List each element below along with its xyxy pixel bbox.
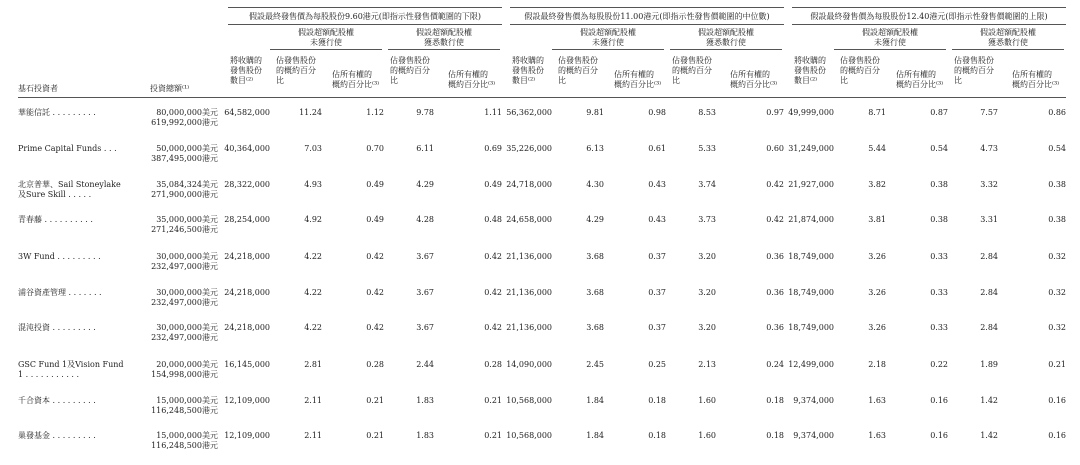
group-title: 假設最終發售價為每股股份9.60港元(即指示性發售價範圍的下限): [248, 12, 482, 21]
table-cell: 1.60: [698, 396, 716, 405]
table-cell: 4.22: [304, 288, 322, 297]
table-cell: 0.70: [366, 144, 384, 153]
investment-amount: 35,084,324美元 271,900,000港元: [151, 180, 218, 199]
table-cell: 0.28: [484, 360, 502, 369]
table-cell: 0.69: [484, 144, 502, 153]
table-cell: 0.37: [648, 288, 666, 297]
table-cell: 0.54: [930, 144, 948, 153]
table-cell: 1.11: [484, 108, 502, 117]
table-cell: 40,364,000: [224, 144, 270, 153]
investor-name: GSC Fund 1及Vision Fund 1 . . . . . . . . . . .: [18, 360, 124, 379]
table-cell: 0.54: [1048, 144, 1066, 153]
table-cell: 9.81: [586, 108, 604, 117]
table-cell: 9,374,000: [793, 431, 834, 440]
table-cell: 0.18: [648, 431, 666, 440]
pct-offer-header: 佔發售股份 的概約百分 比: [390, 56, 430, 85]
table-cell: 0.38: [930, 215, 948, 224]
table-cell: 2.18: [868, 360, 886, 369]
table-cell: 1.84: [586, 431, 604, 440]
investment-amount: 15,000,000美元 116,248,500港元: [151, 396, 218, 415]
table-cell: 5.44: [868, 144, 886, 153]
group-title-rule: [792, 24, 1066, 25]
table-cell: 28,322,000: [224, 180, 270, 189]
exercised-heading: 假設超額配股權 獲悉數行使: [698, 28, 754, 47]
table-cell: 64,582,000: [224, 108, 270, 117]
table-cell: 0.98: [648, 108, 666, 117]
table-cell: 1.84: [586, 396, 604, 405]
investment-amount: 30,000,000美元 232,497,000港元: [151, 288, 218, 307]
table-cell: 0.38: [1048, 215, 1066, 224]
table-cell: 1.42: [980, 396, 998, 405]
table-cell: 0.33: [930, 323, 948, 332]
table-cell: 0.36: [766, 288, 784, 297]
subgroup-rule: [270, 49, 382, 50]
table-cell: 0.37: [648, 252, 666, 261]
table-cell: 9.78: [416, 108, 434, 117]
investment-amount: 35,000,000美元 271,246,500港元: [151, 215, 218, 234]
table-cell: 3.31: [980, 215, 998, 224]
table-cell: 0.86: [1048, 108, 1066, 117]
table-cell: 24,718,000: [506, 180, 552, 189]
table-cell: 24,218,000: [224, 252, 270, 261]
group-title: 假設最終發售價為每股股份11.00港元(即指示性發售價範圍的中位數): [524, 12, 770, 21]
table-cell: 0.21: [366, 431, 384, 440]
table-cell: 24,658,000: [506, 215, 552, 224]
table-cell: 2.11: [304, 396, 322, 405]
table-cell: 21,136,000: [506, 323, 552, 332]
pct-offer-header: 佔發售股份 的概約百分 比: [558, 56, 598, 85]
table-cell: 0.18: [766, 431, 784, 440]
table-cell: 2.81: [304, 360, 322, 369]
pct-offer-header: 佔發售股份 的概約百分 比: [954, 56, 994, 85]
table-cell: 3.68: [586, 252, 604, 261]
header-bottom-rule: [18, 97, 1066, 98]
table-cell: 1.42: [980, 431, 998, 440]
table-cell: 0.28: [366, 360, 384, 369]
table-cell: 2.45: [586, 360, 604, 369]
pct-total-header: 佔所有權的 概約百分比⁽³⁾: [332, 70, 380, 89]
table-cell: 3.26: [868, 288, 886, 297]
table-cell: 3.26: [868, 323, 886, 332]
subgroup-rule: [552, 49, 664, 50]
investor-name: 千合資本 . . . . . . . . .: [18, 396, 96, 405]
table-cell: 2.84: [980, 252, 998, 261]
investment-amount: 15,000,000美元 116,248,500港元: [151, 431, 218, 450]
table-cell: 3.82: [868, 180, 886, 189]
table-cell: 0.42: [366, 288, 384, 297]
table-cell: 0.36: [766, 252, 784, 261]
table-cell: 4.22: [304, 323, 322, 332]
table-cell: 0.24: [766, 360, 784, 369]
table-cell: 0.42: [484, 323, 502, 332]
pct-total-header: 佔所有權的 概約百分比⁽³⁾: [614, 70, 662, 89]
subgroup-rule: [834, 49, 946, 50]
table-cell: 10,568,000: [506, 396, 552, 405]
shares-header: 將收購的 發售股份 數目⁽²⁾: [230, 56, 262, 85]
table-cell: 21,136,000: [506, 252, 552, 261]
table-cell: 7.57: [980, 108, 998, 117]
table-cell: 0.32: [1048, 288, 1066, 297]
table-cell: 21,136,000: [506, 288, 552, 297]
table-cell: 0.33: [930, 288, 948, 297]
table-cell: 3.68: [586, 288, 604, 297]
table-cell: 0.49: [366, 180, 384, 189]
table-cell: 49,999,000: [788, 108, 834, 117]
investment-amount: 80,000,000美元 619,992,000港元: [151, 108, 218, 127]
pct-total-header: 佔所有權的 概約百分比⁽³⁾: [730, 70, 778, 89]
table-cell: 0.60: [766, 144, 784, 153]
pct-offer-header: 佔發售股份 的概約百分 比: [276, 56, 316, 85]
table-cell: 0.43: [648, 180, 666, 189]
table-cell: 21,874,000: [788, 215, 834, 224]
table-cell: 4.30: [586, 180, 604, 189]
group-title-rule: [510, 24, 784, 25]
not-exercised-heading: 假設超額配股權 未獲行使: [298, 28, 354, 47]
table-cell: 0.43: [648, 215, 666, 224]
subgroup-rule: [952, 49, 1064, 50]
investment-amount: 50,000,000美元 387,495,000港元: [151, 144, 218, 163]
table-cell: 0.42: [766, 215, 784, 224]
table-cell: 18,749,000: [788, 252, 834, 261]
table-cell: 31,249,000: [788, 144, 834, 153]
pct-total-header: 佔所有權的 概約百分比⁽³⁾: [896, 70, 944, 89]
table-cell: 0.42: [366, 323, 384, 332]
not-exercised-heading: 假設超額配股權 未獲行使: [580, 28, 636, 47]
subgroup-rule: [388, 49, 500, 50]
table-cell: 0.16: [930, 396, 948, 405]
table-cell: 0.49: [484, 180, 502, 189]
table-cell: 18,749,000: [788, 288, 834, 297]
table-cell: 0.16: [1048, 396, 1066, 405]
table-cell: 3.67: [416, 288, 434, 297]
table-cell: 5.33: [698, 144, 716, 153]
table-cell: 0.42: [766, 180, 784, 189]
group-title: 假設最終發售價為每股股份12.40港元(即指示性發售價範圍的上限): [810, 12, 1048, 21]
table-cell: 35,226,000: [506, 144, 552, 153]
table-cell: 0.87: [930, 108, 948, 117]
investor-name: 北京普華、Sail Stoneylake 及Sure Skill . . . . .: [18, 180, 121, 199]
amount-header: 投資總額⁽¹⁾: [150, 84, 190, 93]
table-cell: 3.32: [980, 180, 998, 189]
investor-name: Prime Capital Funds . . .: [18, 144, 117, 153]
table-cell: 1.63: [868, 396, 886, 405]
table-cell: 1.12: [366, 108, 384, 117]
table-cell: 0.32: [1048, 252, 1066, 261]
table-cell: 11.24: [299, 108, 322, 117]
investor-name: 青春藤 . . . . . . . . . .: [18, 215, 93, 224]
table-cell: 0.18: [648, 396, 666, 405]
table-cell: 3.26: [868, 252, 886, 261]
table-cell: 0.49: [366, 215, 384, 224]
table-cell: 2.84: [980, 288, 998, 297]
investor-name: 巢發基金 . . . . . . . . .: [18, 431, 96, 440]
table-cell: 28,254,000: [224, 215, 270, 224]
table-cell: 8.71: [868, 108, 886, 117]
table-cell: 0.37: [648, 323, 666, 332]
table-cell: 1.60: [698, 431, 716, 440]
table-cell: 3.20: [698, 252, 716, 261]
table-cell: 12,499,000: [788, 360, 834, 369]
table-cell: 0.42: [484, 288, 502, 297]
investment-amount: 20,000,000美元 154,998,000港元: [151, 360, 218, 379]
table-cell: 1.83: [416, 396, 434, 405]
table-cell: 1.83: [416, 431, 434, 440]
table-cell: 4.93: [304, 180, 322, 189]
table-cell: 1.89: [980, 360, 998, 369]
table-cell: 2.13: [698, 360, 716, 369]
table-cell: 1.63: [868, 431, 886, 440]
table-cell: 0.16: [930, 431, 948, 440]
table-cell: 16,145,000: [224, 360, 270, 369]
table-cell: 6.11: [416, 144, 434, 153]
table-cell: 24,218,000: [224, 323, 270, 332]
table-cell: 3.73: [698, 215, 716, 224]
group-title-rule: [228, 24, 502, 25]
table-cell: 4.29: [586, 215, 604, 224]
table-cell: 21,927,000: [788, 180, 834, 189]
table-cell: 3.67: [416, 323, 434, 332]
table-cell: 3.74: [698, 180, 716, 189]
not-exercised-heading: 假設超額配股權 未獲行使: [862, 28, 918, 47]
table-cell: 0.21: [1048, 360, 1066, 369]
investor-name: 浦谷資產管理 . . . . . . .: [18, 288, 102, 297]
table-cell: 0.61: [648, 144, 666, 153]
table-cell: 4.73: [980, 144, 998, 153]
subgroup-rule: [670, 49, 782, 50]
table-cell: 3.67: [416, 252, 434, 261]
table-cell: 0.25: [648, 360, 666, 369]
group-top-rule: [510, 7, 784, 8]
table-cell: 18,749,000: [788, 323, 834, 332]
exercised-heading: 假設超額配股權 獲悉數行使: [416, 28, 472, 47]
table-cell: 12,109,000: [224, 396, 270, 405]
investor-name: 華能信託 . . . . . . . . .: [18, 108, 96, 117]
table-cell: 0.18: [766, 396, 784, 405]
table-cell: 0.21: [366, 396, 384, 405]
table-cell: 14,090,000: [506, 360, 552, 369]
investor-header: 基石投資者: [18, 84, 58, 93]
table-cell: 0.22: [930, 360, 948, 369]
table-cell: 2.44: [416, 360, 434, 369]
group-top-rule: [792, 7, 1066, 8]
table-cell: 0.38: [930, 180, 948, 189]
table-cell: 0.36: [766, 323, 784, 332]
pct-total-header: 佔所有權的 概約百分比⁽³⁾: [1012, 70, 1060, 89]
table-cell: 3.20: [698, 288, 716, 297]
table-cell: 56,362,000: [506, 108, 552, 117]
table-cell: 6.13: [586, 144, 604, 153]
table-cell: 24,218,000: [224, 288, 270, 297]
table-cell: 0.48: [484, 215, 502, 224]
investor-name: 混沌投資 . . . . . . . . .: [18, 323, 96, 332]
pct-offer-header: 佔發售股份 的概約百分 比: [840, 56, 880, 85]
shares-header: 將收購的 發售股份 數目⁽²⁾: [794, 56, 826, 85]
table-cell: 4.92: [304, 215, 322, 224]
table-cell: 0.42: [484, 252, 502, 261]
table-cell: 0.21: [484, 431, 502, 440]
table-cell: 7.03: [304, 144, 322, 153]
table-cell: 2.84: [980, 323, 998, 332]
table-cell: 4.28: [416, 215, 434, 224]
table-cell: 0.32: [1048, 323, 1066, 332]
investor-name: 3W Fund . . . . . . . . .: [18, 252, 101, 261]
table-cell: 3.20: [698, 323, 716, 332]
table-cell: 8.53: [698, 108, 716, 117]
table-cell: 3.81: [868, 215, 886, 224]
table-cell: 10,568,000: [506, 431, 552, 440]
table-cell: 0.33: [930, 252, 948, 261]
table-cell: 2.11: [304, 431, 322, 440]
table-cell: 0.42: [366, 252, 384, 261]
table-cell: 3.68: [586, 323, 604, 332]
shares-header: 將收購的 發售股份 數目⁽²⁾: [512, 56, 544, 85]
exercised-heading: 假設超額配股權 獲悉數行使: [980, 28, 1036, 47]
pct-total-header: 佔所有權的 概約百分比⁽³⁾: [448, 70, 496, 89]
table-cell: 12,109,000: [224, 431, 270, 440]
table-cell: 0.97: [766, 108, 784, 117]
table-cell: 9,374,000: [793, 396, 834, 405]
pct-offer-header: 佔發售股份 的概約百分 比: [672, 56, 712, 85]
table-cell: 0.38: [1048, 180, 1066, 189]
table-cell: 4.22: [304, 252, 322, 261]
table-cell: 4.29: [416, 180, 434, 189]
investment-amount: 30,000,000美元 232,497,000港元: [151, 252, 218, 271]
table-cell: 0.21: [484, 396, 502, 405]
investment-amount: 30,000,000美元 232,497,000港元: [151, 323, 218, 342]
group-top-rule: [228, 7, 502, 8]
table-cell: 0.16: [1048, 431, 1066, 440]
